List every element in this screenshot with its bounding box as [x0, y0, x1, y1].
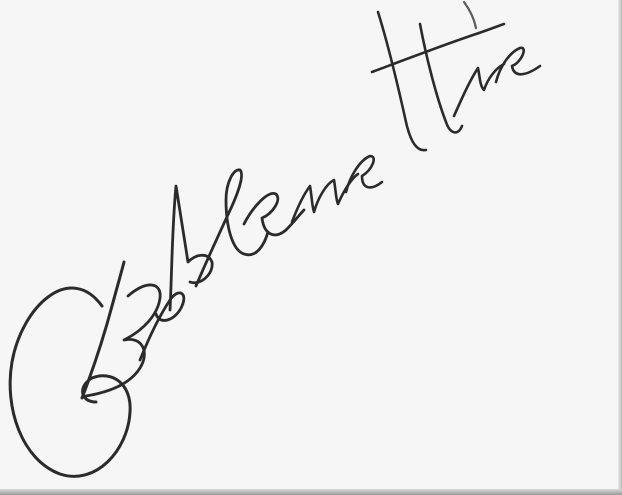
signature-stroke-first-t — [378, 12, 426, 150]
paper-right-edge — [618, 0, 622, 495]
signature-stroke-capital-b-loop — [10, 288, 130, 476]
signature-stroke-tall-b — [170, 186, 212, 310]
signature-stroke-r — [454, 64, 504, 116]
signature-stroke-second-e — [346, 156, 382, 192]
signature-stroke-final-e — [496, 48, 540, 82]
signature-stroke-m — [292, 174, 358, 222]
signature-stroke-t-crossbar — [372, 24, 504, 72]
signature-stroke-upper-flourish — [464, 2, 476, 28]
signature-stroke-capital-b-stem — [82, 262, 124, 398]
signature-stroke-capital-l — [196, 170, 268, 286]
paper-bottom-edge — [0, 489, 622, 495]
signature-stroke-o — [140, 293, 184, 360]
